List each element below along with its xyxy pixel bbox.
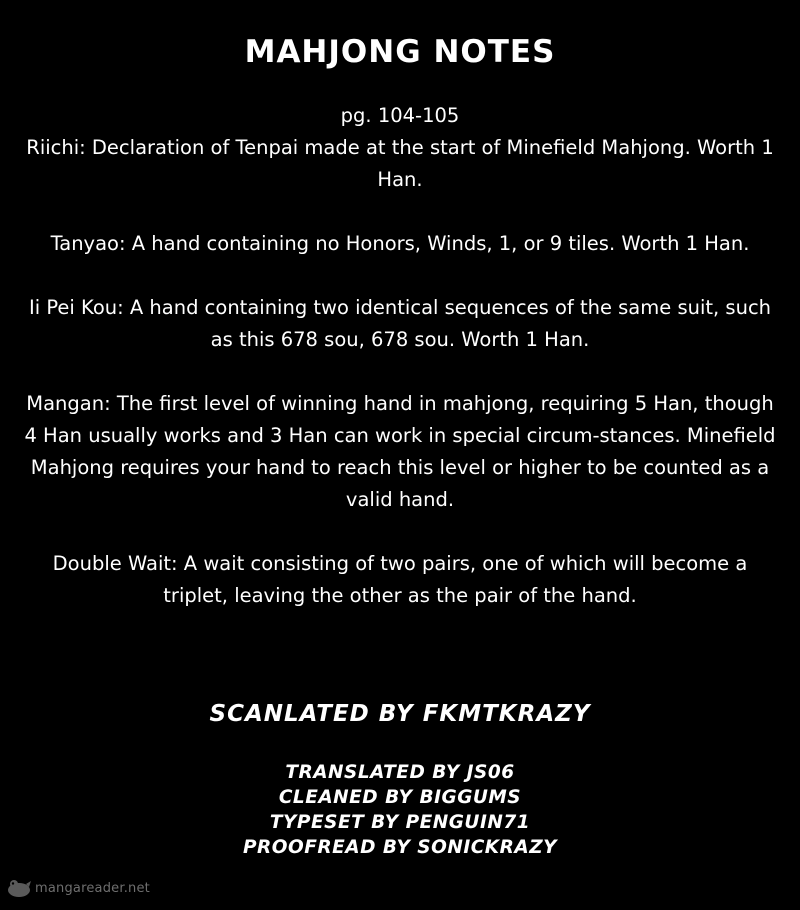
translator-credit: TRANSLATED BY JS06 xyxy=(285,762,515,783)
scanlation-credit: SCANLATED BY FKMTKRAZY xyxy=(209,701,591,727)
note-double-wait: Double Wait: A wait consisting of two pairs, one of which will become a triplet, leaving the other as the pair of the hand. xyxy=(52,552,748,607)
note-riichi: Riichi: Declaration of Tenpai made at the start of Minefield Mahjong. Worth 1 Han. xyxy=(26,136,774,191)
staff-credits xyxy=(0,760,800,860)
note-ii-pei-kou: Ii Pei Kou: A hand containing two identical sequences of the same suit, such as this 678 sou, 678 sou. Worth 1 Han. xyxy=(28,296,772,351)
page-reference: pg. 104-105 xyxy=(340,104,460,127)
typesetter-credit: TYPESET BY PENGUIN71 xyxy=(269,812,531,833)
page-title: MAHJONG NOTES xyxy=(244,34,556,70)
mahjong-notes xyxy=(20,100,780,644)
note-mangan: Mangan: The first level of winning hand in mahjong, requiring 5 Han, though 4 Han usually works and 3 Han can work in special circum-stances. Minefield Mahjong requires your hand to reach this level or higher to be counted as a valid hand. xyxy=(24,392,776,511)
mascot-logo-icon xyxy=(6,878,32,898)
site-watermark xyxy=(6,876,150,900)
note-tanyao: Tanyao: A hand containing no Honors, Winds, 1, or 9 tiles. Worth 1 Han. xyxy=(50,232,750,255)
proofreader-credit: PROOFREAD BY SONICKRAZY xyxy=(242,837,558,858)
watermark-text: mangareader.net xyxy=(35,880,150,896)
cleaner-credit: CLEANED BY BIGGUMS xyxy=(278,787,522,808)
